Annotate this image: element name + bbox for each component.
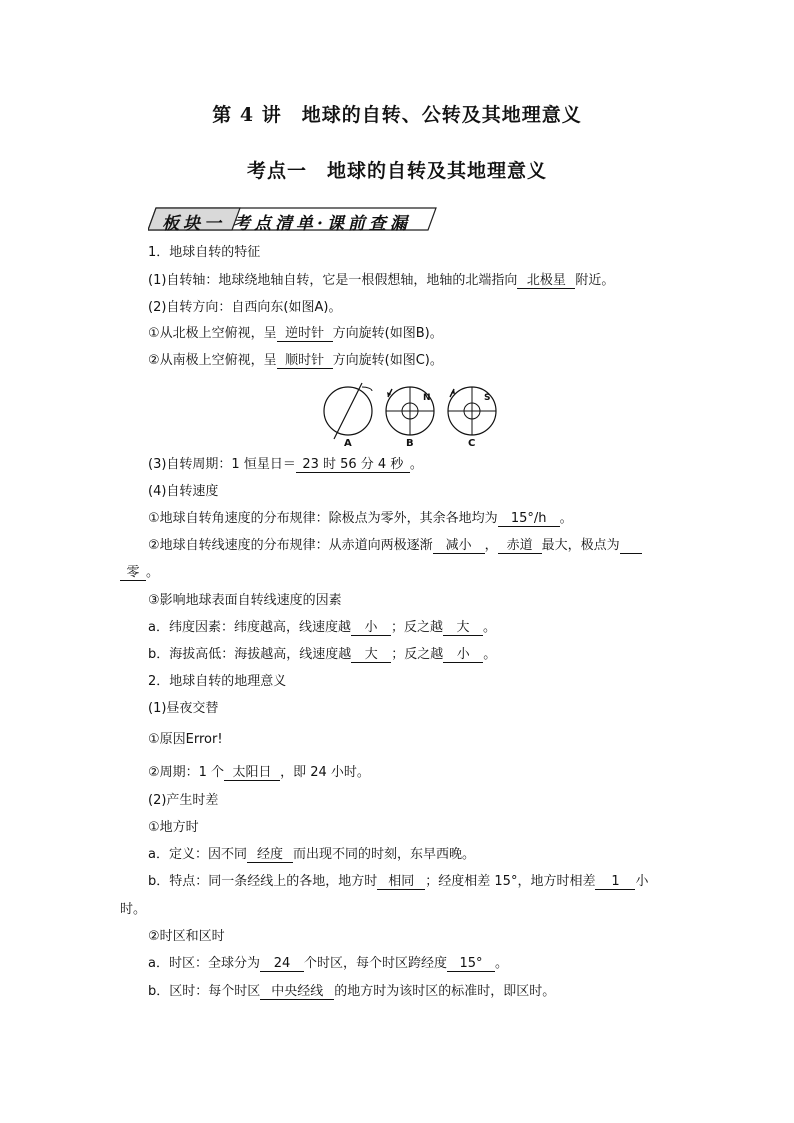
latitude-line: a．纬度因素：纬度越高，线速度越 小 ；反之越 大 。 — [148, 620, 496, 635]
answer-blank: 北极星 — [517, 273, 575, 289]
linear-speed-line: ②地球自转线速度的分布规律：从赤道向两极逐渐 减小 ， 赤道 最大，极点为 — [148, 537, 642, 555]
answer-blank: 23 时 56 分 4 秒 — [296, 457, 410, 473]
figure-b-label: B — [406, 438, 414, 449]
answer-blank: 大 — [443, 620, 483, 636]
answer-blank: 15°/h — [498, 511, 560, 527]
answer-blank: 中央经线 — [260, 984, 334, 1000]
figure-a-label: A — [344, 438, 352, 449]
factors-heading: ③影响地球表面自转线速度的因素 — [148, 593, 342, 608]
figure-a-globe — [324, 383, 372, 439]
answer-blank: 减小 — [433, 538, 485, 554]
local-time-heading: ①地方时 — [148, 820, 199, 835]
figure-c-label: C — [468, 438, 476, 449]
banner-part2: 考点清单·课前查漏 — [233, 214, 411, 234]
section-title: 考点一 地球的自转及其地理意义 — [246, 160, 547, 182]
zone-time-line: b．区时：每个时区 中央经线 的地方时为该时区的标准时，即区时。 — [148, 984, 556, 999]
zone-line: a．时区：全球分为 24 个时区，每个时区跨经度 15° 。 — [148, 956, 508, 971]
feature-line: b．特点：同一条经线上的各地，地方时 相同 ；经度相差 15°，地方时相差 1 小 — [148, 874, 649, 889]
day-night-heading: (1)昼夜交替 — [148, 701, 219, 716]
zones-heading: ②时区和区时 — [148, 929, 225, 944]
south-view-line: ②从南极上空俯视，呈 顺时针 方向旋转(如图C)。 — [148, 353, 443, 368]
time-diff-heading: (2)产生时差 — [148, 793, 219, 808]
answer-blank: 相同 — [377, 874, 425, 890]
north-label: N — [423, 393, 431, 403]
answer-blank: 1 — [595, 874, 635, 890]
answer-blank: 赤道 — [498, 538, 542, 554]
answer-blank: 顺时针 — [277, 353, 333, 369]
page-title: 第 4 讲 地球的自转、公转及其地理意义 — [212, 104, 582, 126]
answer-blank: 15° — [447, 956, 495, 972]
day-period-line: ②周期：1 个 太阳日 ，即 24 小时。 — [148, 765, 370, 780]
axis-line: (1)自转轴：地球绕地轴自转，它是一根假想轴，地轴的北端指向 北极星 附近。 — [148, 273, 615, 288]
definition-line: a．定义：因不同 经度 而出现不同的时刻，东早西晚。 — [148, 847, 475, 862]
altitude-line: b．海拔高低：海拔越高，线速度越 大 ；反之越 小 。 — [148, 647, 497, 662]
answer-blank: 零 — [120, 565, 146, 581]
rotation-diagrams — [318, 381, 508, 441]
heading-1: 1．地球自转的特征 — [148, 245, 261, 260]
cause-line: ①原因Error! — [148, 732, 223, 747]
answer-blank: 小 — [351, 620, 391, 636]
heading-2: 2．地球自转的地理意义 — [148, 674, 287, 689]
south-label: S — [484, 393, 491, 403]
answer-blank: 太阳日 — [224, 765, 280, 781]
answer-blank: 大 — [351, 647, 391, 663]
speed-heading: (4)自转速度 — [148, 484, 219, 499]
north-view-line: ①从北极上空俯视，呈 逆时针 方向旋转(如图B)。 — [148, 326, 443, 341]
answer-blank: 经度 — [247, 847, 293, 863]
rotation-figures — [318, 381, 508, 453]
linear-speed-line-cont: 零 。 — [120, 564, 159, 582]
section-banner — [148, 206, 438, 232]
banner-part1: 板块一 — [162, 214, 225, 234]
angular-speed-line: ①地球自转角速度的分布规律：除极点为零外，其余各地均为 15°/h 。 — [148, 511, 573, 526]
feature-line-cont: 时。 — [120, 902, 147, 917]
answer-blank: 24 — [260, 956, 304, 972]
period-line: (3)自转周期：1 恒星日＝ 23 时 56 分 4 秒 。 — [148, 457, 423, 472]
direction-line: (2)自转方向：自西向东(如图A)。 — [148, 300, 342, 315]
answer-blank: 逆时针 — [277, 326, 333, 342]
answer-blank: 小 — [443, 647, 483, 663]
